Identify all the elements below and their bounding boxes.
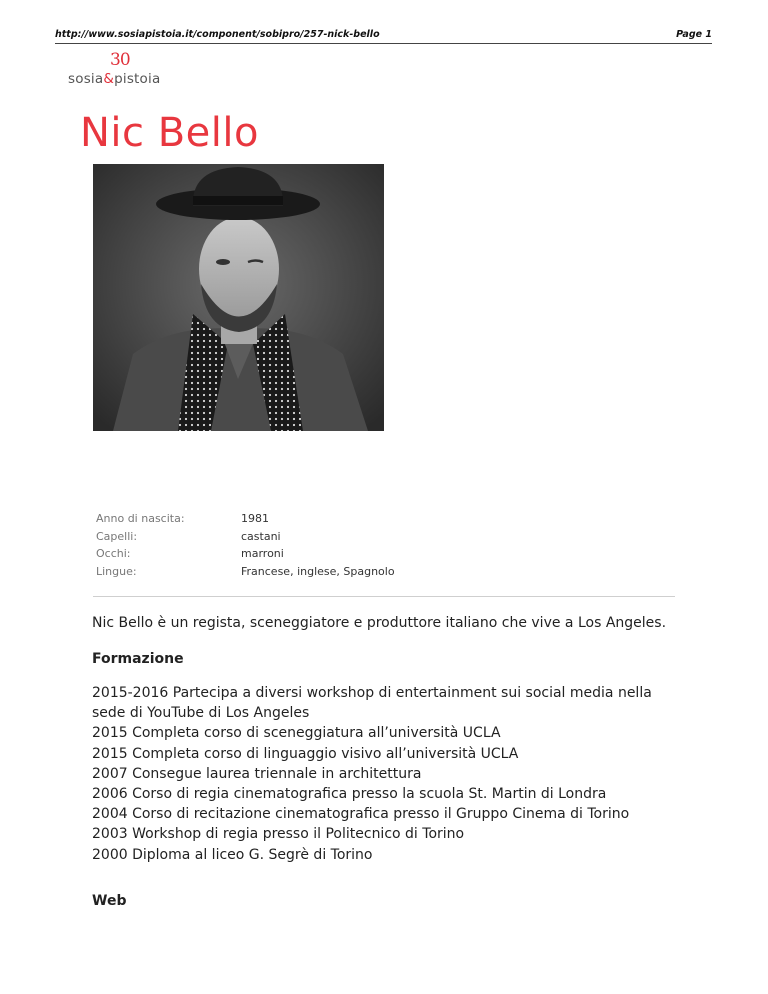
- page-title: Nic Bello: [80, 110, 259, 156]
- logo-wordmark: sosia&pistoia: [68, 71, 161, 87]
- detail-value: 1981: [241, 512, 269, 525]
- section-title-web: Web: [92, 893, 127, 909]
- logo-anniversary-number: 30: [110, 50, 130, 70]
- section-divider: [93, 596, 675, 597]
- detail-label: Lingue:: [96, 564, 137, 578]
- formazione-line: 2004 Corso di recitazione cinematografica presso il Gruppo Cinema di Torino: [92, 806, 630, 823]
- header-url[interactable]: http://www.sosiapistoia.it/component/sobipro/257-nick-bello: [55, 29, 380, 40]
- header-divider: [55, 43, 712, 44]
- site-logo[interactable]: [68, 50, 168, 90]
- formazione-line: 2015 Completa corso di linguaggio visivo all’università UCLA: [92, 745, 519, 762]
- formazione-line: 2003 Workshop di regia presso il Politecnico di Torino: [92, 826, 465, 843]
- detail-value: Francese, inglese, Spagnolo: [241, 564, 395, 578]
- section-title-formazione: Formazione: [92, 651, 184, 667]
- formazione-line: sede di YouTube di Los Angeles: [92, 705, 310, 722]
- formazione-line: 2007 Consegue laurea triennale in architettura: [92, 765, 422, 782]
- detail-value: marroni: [241, 547, 284, 560]
- intro-text: Nic Bello è un regista, sceneggiatore e produttore italiano che vive a Los Angeles.: [92, 615, 667, 631]
- profile-photo: [93, 164, 384, 431]
- page-number: Page 1: [676, 29, 712, 40]
- formazione-line: 2015-2016 Partecipa a diversi workshop di entertainment sui social media nella: [92, 685, 652, 701]
- detail-label: Capelli:: [96, 529, 138, 543]
- formazione-line: 2006 Corso di regia cinematografica presso la scuola St. Martin di Londra: [92, 786, 607, 803]
- detail-value: castani: [241, 529, 281, 543]
- detail-label: Anno di nascita:: [96, 512, 185, 525]
- formazione-line: 2015 Completa corso di sceneggiatura all’università UCLA: [92, 725, 501, 742]
- detail-label: Occhi:: [96, 547, 131, 560]
- formazione-line: 2000 Diploma al liceo G. Segrè di Torino: [92, 846, 373, 863]
- formazione-list: [92, 683, 682, 865]
